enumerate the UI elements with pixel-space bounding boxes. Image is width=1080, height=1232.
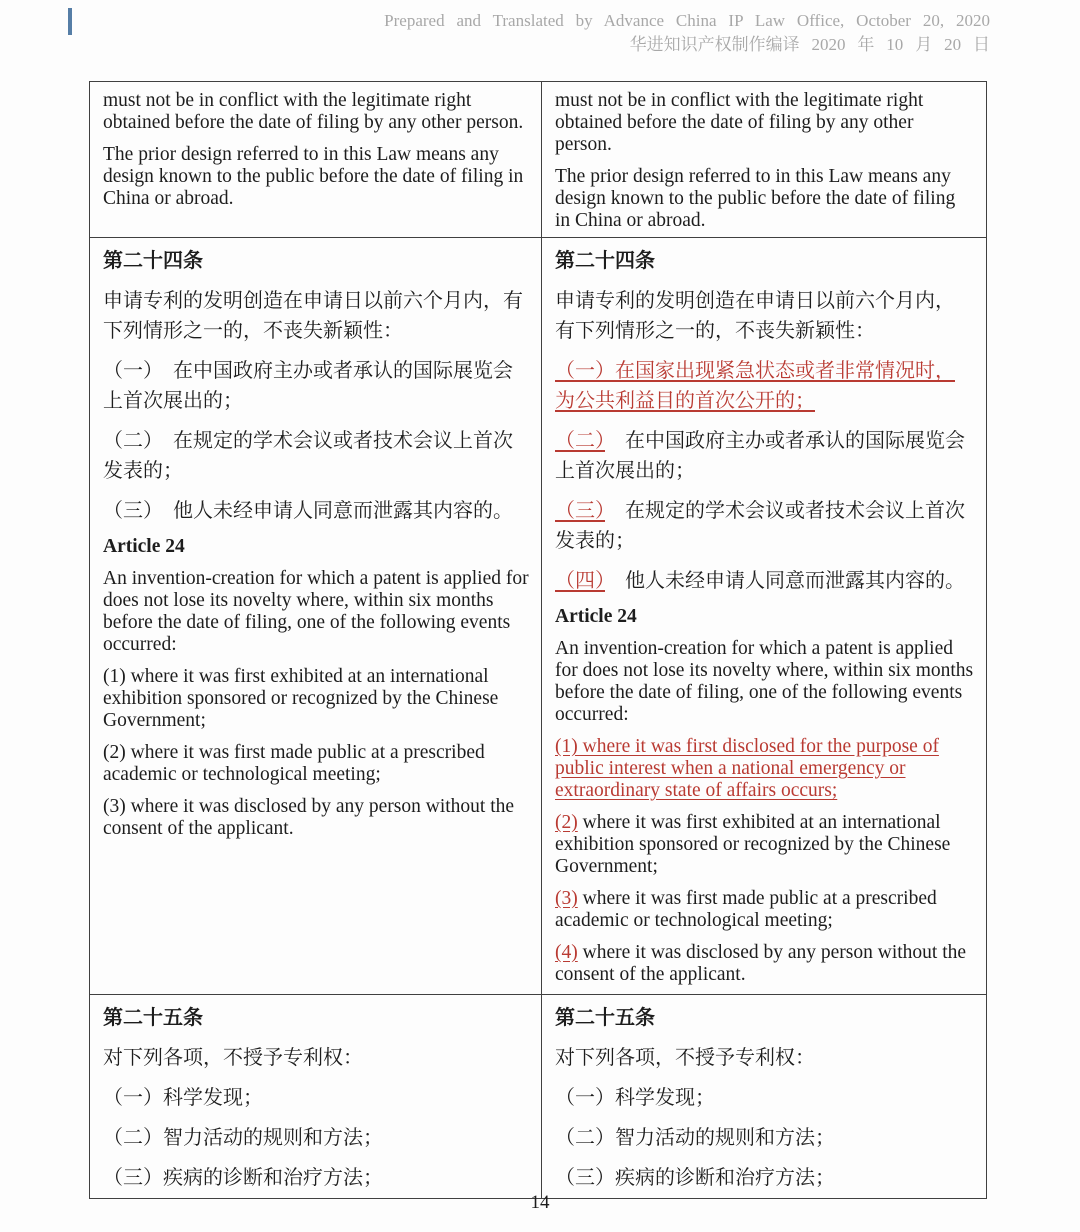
article-heading-cn: 第二十五条 — [555, 1007, 655, 1029]
clause-item: （二）智力活动的规则和方法； — [103, 1127, 383, 1149]
article-heading-cn: 第二十四条 — [103, 250, 203, 272]
table-row-article-24 — [90, 238, 987, 995]
clause-item-text: where it was disclosed by any person without the consent of the applicant. — [555, 942, 967, 985]
clause-item-text: 他人未经申请人同意而泄露其内容的。 — [605, 570, 965, 592]
header-attribution-en: Prepared and Translated by Advance China IP Law Office, October 20, 2020 — [384, 11, 990, 30]
cell-old-law-article-24 — [90, 238, 542, 995]
clause-item — [555, 812, 974, 878]
article-heading-cn: 第二十四条 — [555, 250, 655, 272]
header-attribution-cn: 华进知识产权制作编译 2020 年 10 月 20 日 — [629, 35, 990, 54]
inserted-item-marker: (4) — [555, 942, 578, 963]
clause-text: 申请专利的发明创造在申请日以前六个月内，有下列情形之一的，不丧失新颖性： — [103, 290, 523, 342]
inserted-item-marker: (3) — [555, 888, 578, 909]
table-row-continuation — [90, 82, 987, 238]
cell-new-law-article-24 — [542, 238, 987, 995]
inserted-item-marker: （四） — [555, 570, 605, 592]
document-header — [100, 9, 990, 57]
clause-item — [555, 426, 974, 486]
clause-item-text: where it was first exhibited at an international exhibition sponsored or recognized by the Chinese Government; — [555, 812, 951, 877]
cell-new-law-article-25 — [542, 995, 987, 1199]
page-footer — [0, 1192, 1080, 1214]
clause-item: (1) where it was first exhibited at an international exhibition sponsored or recognized by the Chinese Government; — [103, 666, 499, 731]
clause-text: 申请专利的发明创造在申请日以前六个月内，有下列情形之一的，不丧失新颖性： — [555, 290, 955, 342]
clause-text: The prior design referred to in this Law means any design known to the public before the date of filing in China or abroad. — [555, 166, 956, 231]
clause-item: （三）疾病的诊断和治疗方法； — [103, 1167, 383, 1189]
clause-text: 对下列各项，不授予专利权： — [103, 1047, 363, 1069]
clause-item: （一）科学发现； — [103, 1087, 263, 1109]
law-comparison-table — [89, 81, 987, 1199]
clause-text: An invention-creation for which a patent is applied for does not lose its novelty where, within six months before the date of filing, one of the following events occurred: — [103, 568, 529, 655]
clause-item: （三）疾病的诊断和治疗方法； — [555, 1167, 835, 1189]
inserted-item-marker: (2) — [555, 812, 578, 833]
clause-item: （二） 在规定的学术会议或者技术会议上首次发表的； — [103, 430, 513, 482]
clause-text: must not be in conflict with the legitimate right obtained before the date of filing by any other person. — [555, 90, 924, 155]
clause-item: （二）智力活动的规则和方法； — [555, 1127, 835, 1149]
cell-old-law-article-25 — [90, 995, 542, 1199]
clause-item: （一）科学发现； — [555, 1087, 715, 1109]
article-heading-cn: 第二十五条 — [103, 1007, 203, 1029]
clause-item-text: where it was first made public at a prescribed academic or technological meeting; — [555, 888, 937, 931]
inserted-item-marker: （三） — [555, 500, 605, 522]
article-heading-en: Article 24 — [555, 606, 637, 627]
clause-item-text: 在中国政府主办或者承认的国际展览会上首次展出的； — [555, 430, 965, 482]
header-accent-bar — [68, 8, 72, 35]
clause-item — [555, 888, 974, 932]
table-row-article-25 — [90, 995, 987, 1199]
clause-text: must not be in conflict with the legitimate right obtained before the date of filing by any other person. — [103, 90, 524, 133]
cell-new-law-continuation — [542, 82, 987, 238]
clause-item: (3) where it was disclosed by any person without the consent of the applicant. — [103, 796, 515, 839]
clause-text: The prior design referred to in this Law means any design known to the public before the date of filing in China or abroad. — [103, 144, 524, 209]
inserted-clause-cn: （一）在国家出现紧急状态或者非常情况时，为公共利益目的首次公开的； — [555, 360, 955, 412]
clause-text: An invention-creation for which a patent is applied for does not lose its novelty where, within six months before the date of filing, one of the following events occurred: — [555, 638, 974, 725]
inserted-item-marker: （二） — [555, 430, 605, 452]
clause-item-text: 在规定的学术会议或者技术会议上首次发表的； — [555, 500, 965, 552]
clause-item — [555, 942, 974, 986]
clause-item — [555, 496, 974, 556]
cell-old-law-continuation — [90, 82, 542, 238]
inserted-clause-en: (1) where it was first disclosed for the purpose of public interest when a national emergency or extraordinary state of affairs occurs; — [555, 736, 939, 801]
clause-item — [555, 566, 974, 596]
clause-item: （三） 他人未经申请人同意而泄露其内容的。 — [103, 500, 513, 522]
clause-item: （一） 在中国政府主办或者承认的国际展览会上首次展出的； — [103, 360, 513, 412]
clause-text: 对下列各项，不授予专利权： — [555, 1047, 815, 1069]
page-number: 14 — [530, 1192, 550, 1213]
clause-item: (2) where it was first made public at a prescribed academic or technological meeting; — [103, 742, 485, 785]
article-heading-en: Article 24 — [103, 536, 185, 557]
